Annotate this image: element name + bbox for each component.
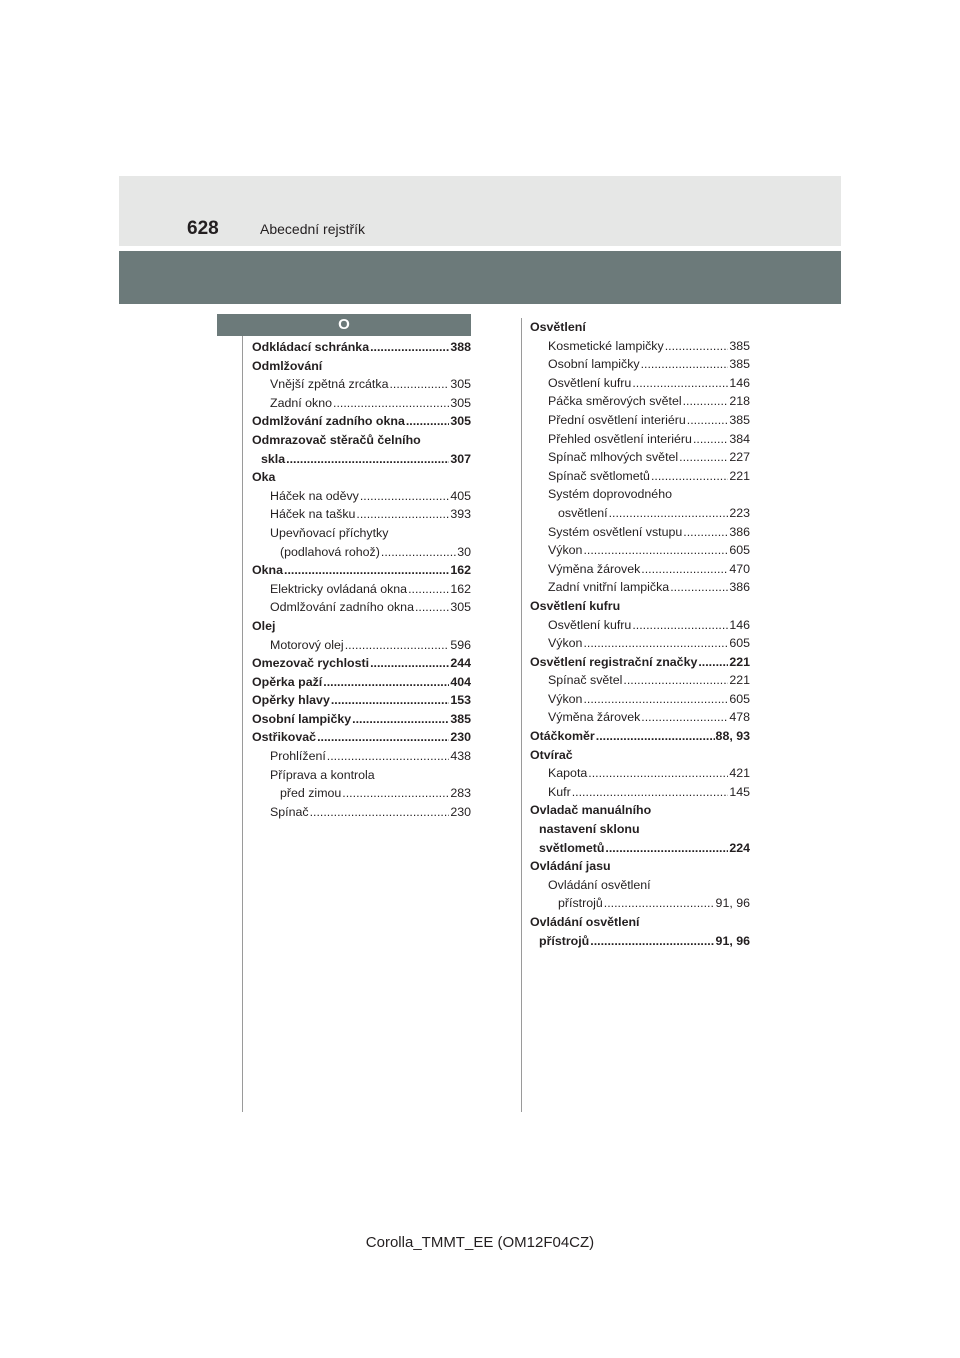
- index-entry: [530, 801, 750, 820]
- index-entry: [530, 913, 750, 932]
- index-entry-term: (podlahová rohož): [280, 544, 380, 559]
- index-entry-page[interactable]: 404: [450, 674, 471, 689]
- header-band: [119, 251, 841, 304]
- dot-leader: [651, 467, 728, 486]
- index-entry-term: přístrojů: [558, 896, 603, 911]
- index-entry: [252, 543, 471, 562]
- index-entry: [530, 876, 750, 895]
- index-entry-term: osvětlení: [558, 505, 608, 520]
- dot-leader: [345, 636, 450, 655]
- index-entry: [252, 561, 471, 580]
- index-entry-page[interactable]: 221: [729, 654, 750, 669]
- index-entry-page[interactable]: 385: [729, 338, 750, 353]
- index-entry-term: světlometů: [539, 840, 605, 855]
- dot-leader: [406, 412, 449, 431]
- index-entry: [252, 766, 471, 785]
- index-entry-term: skla: [261, 451, 286, 466]
- dot-leader: [632, 374, 728, 393]
- index-entry-page[interactable]: 146: [729, 375, 750, 390]
- dot-leader: [572, 783, 729, 802]
- index-entry-term: Spínač: [270, 804, 309, 819]
- dot-leader: [683, 523, 728, 542]
- dot-leader: [370, 654, 449, 673]
- index-entry: [530, 560, 750, 579]
- dot-leader: [698, 653, 728, 672]
- index-entry: [530, 764, 750, 783]
- section-letter-tab: O: [217, 314, 471, 336]
- index-entry: [530, 839, 750, 858]
- index-entry-page[interactable]: 223: [729, 505, 750, 520]
- index-entry: [530, 430, 750, 449]
- index-entry-term: Výměna žárovek: [548, 710, 641, 725]
- column-divider-middle: [521, 318, 522, 1112]
- dot-leader: [415, 598, 449, 617]
- index-entry-page[interactable]: 145: [729, 784, 750, 799]
- index-entry-page[interactable]: 384: [729, 431, 750, 446]
- dot-leader: [590, 932, 714, 951]
- index-entry: [530, 727, 750, 746]
- index-entry: [530, 448, 750, 467]
- index-entry-page[interactable]: 91, 96: [715, 896, 750, 911]
- index-column-2: [530, 318, 750, 950]
- index-entry-term: Zadní okno: [270, 395, 332, 410]
- index-entry-term: Vnější zpětná zrcátka: [270, 377, 389, 392]
- dot-leader: [342, 784, 449, 803]
- index-entry-page[interactable]: 385: [729, 357, 750, 372]
- index-entry: [252, 673, 471, 692]
- index-entry-page[interactable]: 305: [450, 600, 471, 615]
- page-title: Abecední rejstřík: [260, 221, 366, 237]
- index-entry: [530, 337, 750, 356]
- index-entry-page[interactable]: 305: [450, 414, 471, 429]
- index-entry-term: Kapota: [548, 766, 588, 781]
- dot-leader: [352, 710, 449, 729]
- index-entry-page[interactable]: 478: [729, 710, 750, 725]
- index-entry-page[interactable]: 88, 93: [715, 729, 750, 744]
- index-entry: [530, 523, 750, 542]
- index-entry-page[interactable]: 224: [729, 840, 750, 855]
- dot-leader: [327, 747, 450, 766]
- dot-leader: [665, 337, 729, 356]
- index-entry-term: Ovládání osvětlení: [548, 877, 651, 892]
- footer-model-code: Corolla_TMMT_EE (OM12F04CZ): [365, 1234, 595, 1251]
- index-entry-term: Výkon: [548, 691, 583, 706]
- index-entry-term: Osobní lampičky: [548, 357, 640, 372]
- index-entry: [252, 636, 471, 655]
- index-entry: [252, 710, 471, 729]
- index-entry-term: Osvětlení kufru: [530, 598, 621, 613]
- index-entry: [530, 355, 750, 374]
- dot-leader: [356, 505, 449, 524]
- index-entry: [530, 597, 750, 616]
- index-entry: [530, 504, 750, 523]
- index-entry: [252, 338, 471, 357]
- index-entry: [252, 747, 471, 766]
- index-entry-term: Systém doprovodného: [548, 487, 672, 502]
- index-entry-page[interactable]: 386: [729, 524, 750, 539]
- index-entry-term: Kufr: [548, 784, 571, 799]
- index-entry-term: Háček na oděvy: [270, 488, 359, 503]
- index-entry: [530, 411, 750, 430]
- dot-leader: [583, 634, 728, 653]
- index-entry-term: Osvětlení: [530, 320, 586, 334]
- index-entry: [530, 653, 750, 672]
- dot-leader: [609, 504, 729, 523]
- index-entry: [252, 784, 471, 803]
- index-entry-page[interactable]: 393: [450, 507, 471, 522]
- index-entry: [530, 857, 750, 876]
- dot-leader: [632, 616, 728, 635]
- index-entry: [530, 541, 750, 560]
- index-entry-term: Motorový olej: [270, 637, 344, 652]
- index-entry-term: Upevňovací příchytky: [270, 525, 389, 540]
- index-entry-term: přístrojů: [539, 933, 590, 948]
- dot-leader: [605, 839, 728, 858]
- dot-leader: [381, 543, 456, 562]
- index-entry: [252, 450, 471, 469]
- index-entry-page[interactable]: 146: [729, 617, 750, 632]
- index-entry: [530, 634, 750, 653]
- index-entry-term: Osvětlení registrační značky: [530, 654, 698, 669]
- index-entry-page[interactable]: 385: [729, 412, 750, 427]
- index-entry-page[interactable]: 305: [450, 395, 471, 410]
- index-entry-term: Omezovač rychlosti: [252, 656, 370, 671]
- index-entry-page[interactable]: 153: [450, 693, 471, 708]
- index-entry-page[interactable]: 30: [457, 544, 471, 559]
- index-entry: [530, 932, 750, 951]
- dot-leader: [323, 673, 449, 692]
- index-entry: [530, 467, 750, 486]
- index-entry-term: Výkon: [548, 543, 583, 558]
- dot-leader: [623, 671, 728, 690]
- index-entry-term: Spínač světel: [548, 673, 623, 688]
- index-entry-page[interactable]: 605: [729, 691, 750, 706]
- index-entry: [530, 485, 750, 504]
- index-entry: [252, 691, 471, 710]
- index-entry: [530, 392, 750, 411]
- index-entry-page[interactable]: 244: [450, 656, 471, 671]
- dot-leader: [310, 803, 450, 822]
- index-entry-page[interactable]: 91, 96: [715, 933, 750, 948]
- index-entry-term: Oka: [252, 470, 276, 485]
- dot-leader: [670, 578, 728, 597]
- index-entry: [252, 654, 471, 673]
- index-entry-term: Ostřikovač: [252, 730, 317, 745]
- index-entry-page[interactable]: 230: [450, 730, 471, 745]
- dot-leader: [284, 561, 449, 580]
- dot-leader: [408, 580, 449, 599]
- index-entry-term: Páčka směrových světel: [548, 394, 682, 409]
- index-entry: [252, 728, 471, 747]
- index-entry: [530, 746, 750, 765]
- index-entry-page[interactable]: 470: [729, 561, 750, 576]
- index-entry-term: nastavení sklonu: [539, 822, 640, 837]
- index-entry: [530, 318, 750, 337]
- dot-leader: [641, 355, 729, 374]
- index-entry-page[interactable]: 385: [450, 711, 471, 726]
- header-bar: [119, 176, 841, 246]
- index-entry-page[interactable]: 305: [450, 377, 471, 392]
- index-entry: [252, 394, 471, 413]
- index-entry-term: Přední osvětlení interiéru: [548, 412, 686, 427]
- dot-leader: [331, 691, 449, 710]
- index-entry-page[interactable]: 221: [729, 673, 750, 688]
- index-entry-term: Odmlžování: [252, 358, 323, 373]
- index-entry: [530, 708, 750, 727]
- index-entry-term: Příprava a kontrola: [270, 767, 375, 782]
- index-entry-page[interactable]: 596: [450, 637, 471, 652]
- index-entry: [252, 598, 471, 617]
- index-entry: [252, 803, 471, 822]
- index-entry-term: Odmrazovač stěračů čelního: [252, 432, 421, 447]
- index-entry-term: Ovládání osvětlení: [530, 915, 640, 929]
- index-entry-term: Osvětlení kufru: [548, 617, 632, 632]
- dot-leader: [687, 411, 729, 430]
- dot-leader: [641, 708, 728, 727]
- index-entry: [530, 578, 750, 597]
- index-entry-page[interactable]: 438: [450, 749, 471, 764]
- dot-leader: [679, 448, 728, 467]
- index-entry-page[interactable]: 227: [729, 450, 750, 465]
- dot-leader: [370, 338, 449, 357]
- dot-leader: [683, 392, 729, 411]
- index-entry: [252, 487, 471, 506]
- index-entry-term: Systém osvětlení vstupu: [548, 524, 683, 539]
- index-entry-term: Opěrky hlavy: [252, 693, 330, 708]
- index-entry-page[interactable]: 605: [729, 543, 750, 558]
- index-entry-term: Ovládání jasu: [530, 859, 611, 874]
- index-entry: [252, 505, 471, 524]
- index-entry-page[interactable]: 421: [729, 766, 750, 781]
- dot-leader: [360, 487, 449, 506]
- index-entry-term: Elektricky ovládaná okna: [270, 581, 408, 596]
- index-entry-term: Zadní vnitřní lampička: [548, 580, 670, 595]
- index-entry: [252, 617, 471, 636]
- dot-leader: [693, 430, 728, 449]
- index-entry: [530, 690, 750, 709]
- index-entry-term: Odmlžování zadního okna: [270, 600, 414, 615]
- index-entry: [530, 894, 750, 913]
- index-entry-term: Přehled osvětlení interiéru: [548, 431, 692, 446]
- index-entry-term: Spínač světlometů: [548, 468, 650, 483]
- index-entry-page[interactable]: 405: [450, 488, 471, 503]
- index-entry: [530, 616, 750, 635]
- index-entry-term: Okna: [252, 563, 283, 578]
- index-entry-term: Kosmetické lampičky: [548, 338, 664, 353]
- column-divider-left: [242, 318, 243, 1112]
- index-entry: [530, 671, 750, 690]
- index-entry-term: Osvětlení kufru: [548, 375, 632, 390]
- index-entry-term: Ovladač manuálního: [530, 803, 652, 818]
- index-entry-term: Opěrka paží: [252, 674, 323, 689]
- index-entry: [530, 783, 750, 802]
- index-entry-page[interactable]: 221: [729, 468, 750, 483]
- dot-leader: [389, 375, 449, 394]
- index-entry-page[interactable]: 230: [450, 804, 471, 819]
- index-entry-page[interactable]: 218: [729, 394, 750, 409]
- dot-leader: [604, 894, 715, 913]
- dot-leader: [583, 541, 728, 560]
- index-entry-term: Otvírač: [530, 747, 573, 762]
- dot-leader: [317, 728, 449, 747]
- index-entry: [530, 374, 750, 393]
- index-entry-term: Výměna žárovek: [548, 561, 641, 576]
- index-entry: [252, 412, 471, 431]
- dot-leader: [588, 764, 728, 783]
- index-entry-term: Háček na tašku: [270, 507, 356, 522]
- index-entry: [530, 820, 750, 839]
- index-column-1: [252, 338, 471, 821]
- index-entry: [252, 580, 471, 599]
- index-entry-term: před zimou: [280, 786, 342, 801]
- index-entry-page[interactable]: 307: [450, 451, 471, 466]
- index-entry-term: Výkon: [548, 636, 583, 651]
- dot-leader: [333, 394, 449, 413]
- index-entry-page[interactable]: 162: [450, 563, 471, 578]
- index-entry: [252, 431, 471, 450]
- index-entry-term: Odkládací schránka: [252, 340, 370, 354]
- index-entry-term: Prohlížení: [270, 749, 326, 764]
- index-entry: [252, 468, 471, 487]
- index-entry-page[interactable]: 386: [729, 580, 750, 595]
- index-entry-term: Spínač mlhových světel: [548, 450, 679, 465]
- index-entry-term: Osobní lampičky: [252, 711, 352, 726]
- dot-leader: [596, 727, 715, 746]
- index-entry: [252, 357, 471, 376]
- index-entry: [252, 375, 471, 394]
- index-entry-page[interactable]: 283: [450, 786, 471, 801]
- index-entry-page[interactable]: 162: [450, 581, 471, 596]
- index-entry-page[interactable]: 388: [450, 340, 471, 354]
- dot-leader: [286, 450, 449, 469]
- dot-leader: [583, 690, 728, 709]
- page-number: 628: [187, 218, 219, 239]
- index-entry-term: Olej: [252, 618, 276, 633]
- index-entry-term: Odmlžování zadního okna: [252, 414, 405, 429]
- dot-leader: [641, 560, 728, 579]
- index-entry-term: Otáčkoměr: [530, 729, 595, 744]
- index-entry: [252, 524, 471, 543]
- index-entry-page[interactable]: 605: [729, 636, 750, 651]
